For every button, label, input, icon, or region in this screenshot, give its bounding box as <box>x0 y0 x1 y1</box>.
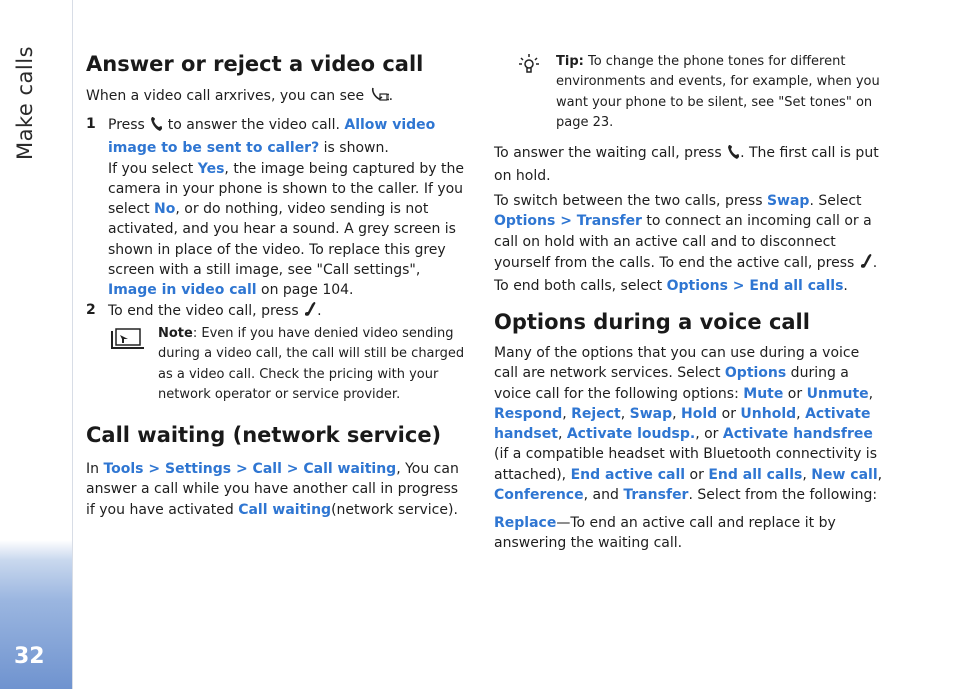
note-paragraph: Note: Even if you have denied video sending during a video call, the call will still be charged as a video call. Check the pricing with your network operator or service provider. <box>86 324 468 405</box>
link-conference[interactable]: Conference <box>494 487 584 504</box>
intro-paragraph: When a video call arxrives, you can see . <box>86 85 470 109</box>
link-options-end-all[interactable]: Options > End all calls <box>666 278 844 295</box>
link-call-waiting[interactable]: Call waiting <box>238 501 332 518</box>
link-replace[interactable]: Replace <box>494 515 557 531</box>
options-paragraph: Many of the options that you can use during a voice call are network services. Select Options during a voice call for the following options: Mute or Unmute, Respond, Reject, Swap, Hold or Unhold, Activate handset, Activate loudsp., or Activate handsfree (if a compatible headset with Bluetooth connectivity is attached), End active call or End all calls, New call, Conference, and Transfer. Select from the following: <box>494 345 883 504</box>
step-2: 2 To end the video call, press . <box>86 300 470 324</box>
link-mute[interactable]: Mute <box>743 385 784 402</box>
link-swap-option[interactable]: Swap <box>629 405 673 422</box>
replace-paragraph: Replace—To end an active call and replace it by answering the waiting call. <box>494 515 836 552</box>
page-number: 32 <box>14 644 45 669</box>
tip-paragraph: Tip: To change the phone tones for different environments and events, for example, when you want your phone to be silent, see "Set tones" on page 23. <box>494 52 886 133</box>
link-hold[interactable]: Hold <box>681 405 718 422</box>
heading-options-voice-call: Options during a voice call <box>494 310 810 334</box>
tip-icon <box>518 52 540 81</box>
link-new-call[interactable]: New call <box>811 466 878 483</box>
link-call-waiting-path[interactable]: Tools > Settings > Call > Call waiting <box>103 461 397 477</box>
link-end-active-call[interactable]: End active call <box>570 466 686 483</box>
switch-calls-paragraph: To switch between the two calls, press Swap. Select Options > Transfer to connect an incoming call or a call on hold with an active call and to disconnect yourself from the calls. To end the active call, press . To end both calls, select Options > End all calls. <box>494 193 878 295</box>
step-1: 1 Press to answer the video call. Allow video image to be sent to caller? is shown. If you select Yes, the image being captured by the camera in your phone is shown to the caller. If you select No, or do nothing, video sending is not activated, and you hear a sound. A grey screen is shown in place of the video. To replace this grey screen with a still image, see "Call settings", Image in video call on page 104. <box>86 116 464 299</box>
link-options-transfer[interactable]: Options > Transfer <box>494 213 642 230</box>
link-respond[interactable]: Respond <box>494 405 563 422</box>
link-swap[interactable]: Swap <box>766 193 810 209</box>
link-end-all-calls[interactable]: End all calls <box>708 466 803 483</box>
video-call-icon <box>369 85 389 109</box>
section-title: Make calls <box>13 45 37 160</box>
link-activate-handset[interactable]: Activate handset <box>494 405 871 443</box>
link-unmute[interactable]: Unmute <box>806 385 869 402</box>
link-allow-video[interactable]: Allow video image to be sent to caller? <box>108 117 436 157</box>
link-reject[interactable]: Reject <box>571 405 621 422</box>
link-transfer[interactable]: Transfer <box>623 487 689 504</box>
link-no[interactable]: No <box>154 201 176 218</box>
waiting-answer-paragraph: To answer the waiting call, press . The first call is put on hold. <box>494 142 886 187</box>
heading-answer-reject: Answer or reject a video call <box>86 52 424 76</box>
link-options[interactable]: Options <box>724 365 787 382</box>
note-icon <box>111 327 145 356</box>
link-activate-loudsp[interactable]: Activate loudsp. <box>566 426 696 443</box>
link-yes[interactable]: Yes <box>197 160 225 177</box>
sidebar <box>0 0 73 689</box>
end-key-icon <box>303 300 317 324</box>
call-waiting-paragraph: In Tools > Settings > Call > Call waiting, You can answer a call while you have another call in progress if you have activated Call waiting(network service). <box>86 461 459 518</box>
link-image-in-video-call[interactable]: Image in video call <box>108 282 257 299</box>
call-key-icon <box>149 114 163 138</box>
link-unhold[interactable]: Unhold <box>740 405 797 422</box>
call-key-icon <box>726 142 740 166</box>
end-key-icon <box>859 252 873 276</box>
heading-call-waiting: Call waiting (network service) <box>86 423 442 447</box>
link-activate-handsfree[interactable]: Activate handsfree <box>722 426 873 443</box>
